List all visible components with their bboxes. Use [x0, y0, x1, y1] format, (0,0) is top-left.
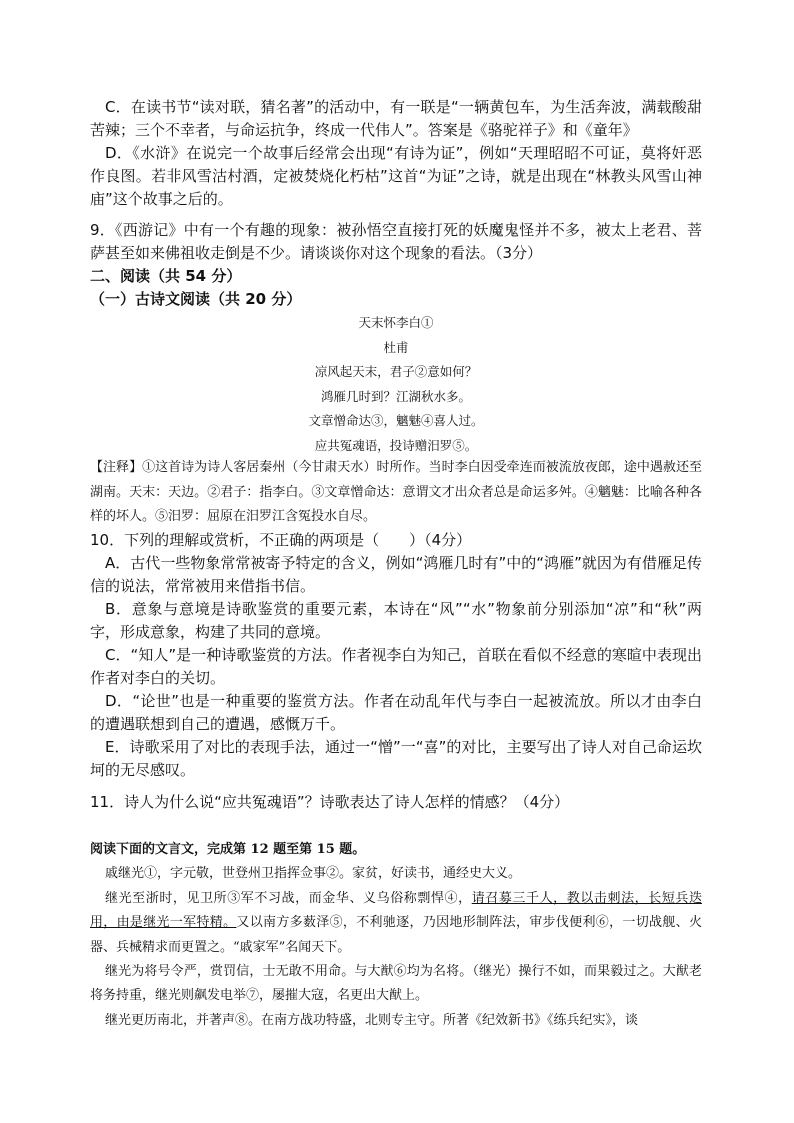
- poem-author: 杜甫: [383, 339, 409, 355]
- question-9-text: 9．《西游记》中有一个有趣的现象：被孙悟空直接打死的妖魔鬼怪并不多，被太上老君、菩萨甚至如来佛祖收走倒是不少。请谈谈你对这个现象的看法。（3分）: [90, 221, 702, 262]
- passage-paragraph-2-start: 继光至浙时，见卫所③军不习战，而金华、义乌俗称剽悍④，: [105, 890, 472, 906]
- passage-paragraph-1: 戚继光①，字元敬，世登州卫指挥佥事②。家贫，好读书，通经史大义。: [105, 866, 522, 882]
- underlined-sentence: 请召募三千人，教以击刺法，长短兵迭用，由是继光一军特精。: [90, 890, 702, 931]
- question-11: [90, 791, 702, 814]
- passage-paragraph-2-end: 又以南方多薮泽⑤，不利驰逐，乃因地形制阵法，审步伐便利⑥，一切战舰、火器、兵械精求而更置之。“戚家军”名闻天下。: [90, 915, 702, 955]
- option-e: E．诗歌采用了对比的表现手法，通过一“憎”一“喜”的对比，主要写出了诗人对自己命运坎坷的无尽感叹。: [90, 738, 702, 779]
- section-2-heading-block: [90, 265, 702, 311]
- section-2-1-heading: （一）古诗文阅读（共 20 分）: [90, 290, 302, 308]
- poem-line: 凉风起天末，君子②意如何？: [314, 364, 478, 379]
- passage-instruction: 阅读下面的文言文，完成第 12 题至第 15 题。: [90, 842, 366, 857]
- poem-title: 天末怀李白①: [358, 315, 434, 330]
- option-a: A．古代一些物象常常被寄予特定的含义，例如“鸿雁几时有”中的“鸿雁”就因为有借雁足传信的说法，常常被用来借指书信。: [90, 554, 702, 595]
- passage-paragraph-2: [90, 887, 702, 960]
- passage-paragraph-4: 继光更历南北，并著声⑧。在南方战功特盛，北则专主守。所著《纪效新书》《练兵纪实》，谈: [105, 1012, 639, 1028]
- option-b: B．意象与意境是诗歌鉴赏的重要元素，本诗在“风”“水”物象前分别添加“凉”和“秋”两字，形成意象，构建了共同的意境。: [90, 600, 702, 641]
- poem-line: 文章憎命达③，魑魅④喜人过。: [308, 413, 484, 428]
- poem-notes: [90, 456, 702, 530]
- poem-note-text: 【注释】①这首诗为诗人客居秦州（今甘肃天水）时所作。当时李白因受牵连而被流放夜郎，途中遇赦还至湖南。天末：天边。②君子：指李白。③文章憎命达：意谓文才出众者总是命运多舛。④魑魅：比喻各种各样的坏人。⑤汨罗：屈原在汨罗江含冤投水自尽。: [90, 460, 702, 524]
- option-c: C．在读书节“读对联，猜名著”的活动中，有一联是“一辆黄包车，为生活奔波，满载酸甜苦辣；三个不幸者，与命运抗争，终成一代伟人”。答案是《骆驼祥子》和《童年》: [90, 98, 702, 139]
- section-2-heading: 二、阅读（共 54 分）: [90, 267, 242, 285]
- poem: [90, 311, 702, 458]
- question-9: [90, 219, 702, 265]
- option-c: C．“知人”是一种诗歌鉴赏的方法。作者视李白为知己，首联在看似不经意的寒暄中表现出作者对李白的关切。: [90, 646, 702, 687]
- question-10: [90, 529, 702, 782]
- passage-paragraph-3: 继光为将号令严，赏罚信，士无敢不用命。与大猷⑥均为名将。（继光）操行不如，而果毅过之。大猷老将务持重，继光则飙发电举⑦，屡摧大寇，名更出大猷上。: [90, 964, 702, 1004]
- question-8-options: [90, 96, 702, 211]
- question-11-text: 11．诗人为什么说“应共冤魂语”？诗歌表达了诗人怎样的情感？（4分）: [90, 793, 570, 811]
- poem-line: 鸿雁几时到？江湖秋水多。: [320, 388, 471, 404]
- option-d: D．“论世”也是一种重要的鉴赏方法。作者在动乱年代与李白一起被流放。所以才由李白的遭遇联想到自己的遭遇，感慨万千。: [90, 692, 702, 733]
- question-10-stem: 10．下列的理解或赏析，不正确的两项是（ ）（4分）: [90, 531, 472, 549]
- classical-chinese-passage: [90, 838, 702, 1033]
- poem-line: 应共冤魂语，投诗赠汨罗⑤。: [314, 437, 478, 453]
- option-d: D．《水浒》在说完一个故事后经常会出现“有诗为证”，例如“天理昭昭不可证，莫将奸恶作良图。若非风雪沽村酒，定被焚烧化朽枯”这首“为证”之诗，就是出现在“林教头风雪山神庙”这个故事之后的。: [90, 144, 702, 208]
